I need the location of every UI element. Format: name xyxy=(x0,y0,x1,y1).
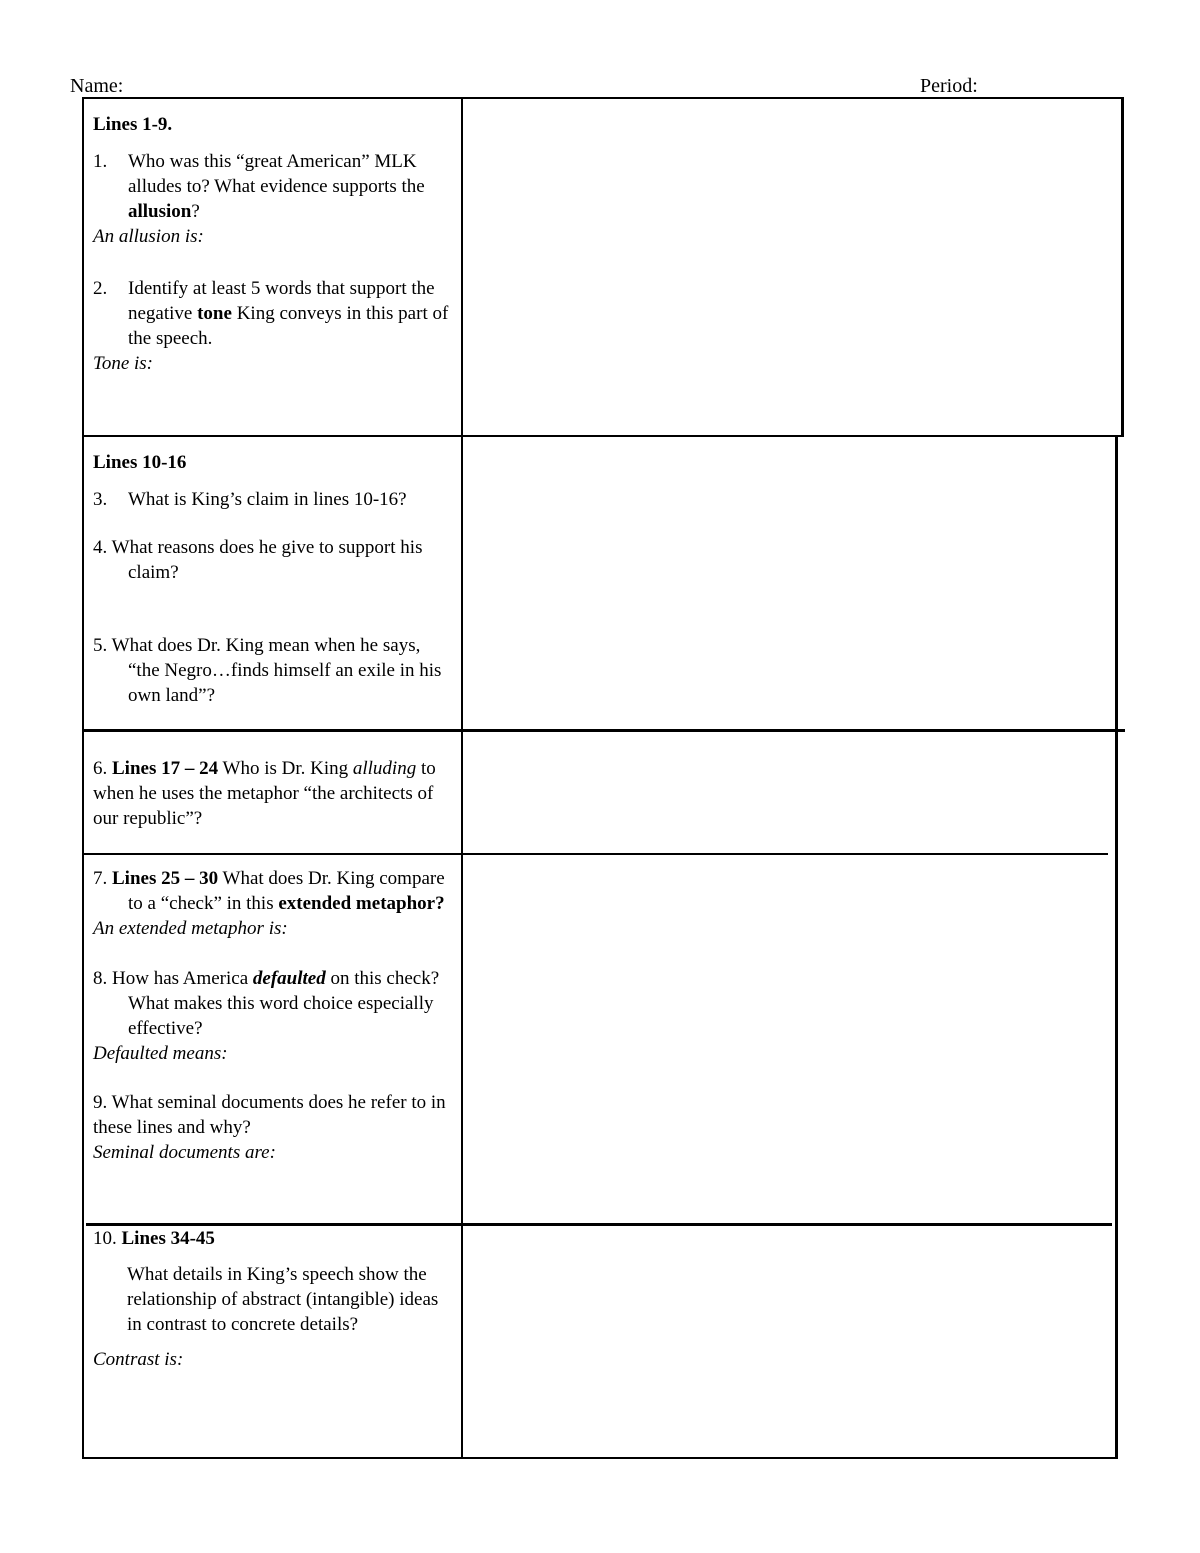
question-text-end: ? xyxy=(191,201,200,222)
row-lines-17-24 xyxy=(93,756,455,831)
question-2 xyxy=(93,276,455,351)
question-text: Who is Dr. King xyxy=(218,758,353,779)
question-3 xyxy=(93,487,455,512)
definition-prompt: Seminal documents are: xyxy=(93,1142,276,1163)
row-lines-25-30 xyxy=(93,866,455,1165)
definition-prompt: An allusion is: xyxy=(93,226,204,247)
question-text-end: to when he uses the metaphor “the architects of our republic”? xyxy=(93,758,436,829)
table-right-border-bottom xyxy=(1115,436,1118,1459)
question-8 xyxy=(93,966,455,1041)
table-left-border xyxy=(82,97,84,1459)
question-number: 10. xyxy=(93,1228,122,1249)
answer-area-4[interactable] xyxy=(463,855,1115,1223)
answer-area-5[interactable] xyxy=(463,1226,1115,1457)
question-text: Identify at least 5 words that support the negative xyxy=(128,278,435,324)
question-keyword: alluding xyxy=(352,758,417,779)
definition-prompt: Tone is: xyxy=(93,353,154,374)
question-number: 2. xyxy=(93,278,108,299)
period-label: Period: xyxy=(920,75,978,97)
definition-prompt: Contrast is: xyxy=(93,1349,184,1370)
question-6 xyxy=(93,756,455,831)
answer-area-3[interactable] xyxy=(463,732,1115,853)
name-label: Name: xyxy=(70,75,124,97)
question-text: What is King’s claim in lines 10-16? xyxy=(128,489,407,510)
question-text: on this check? What makes this word choice especially effective? xyxy=(128,968,440,1039)
answer-area-1[interactable] xyxy=(463,99,1121,435)
question-text: What details in King’s speech show the relationship of abstract (intangible) ideas in contrast to concrete details? xyxy=(127,1264,439,1335)
row-lines-34-45 xyxy=(93,1226,455,1372)
question-keyword: allusion xyxy=(128,201,192,222)
table-right-border-top xyxy=(1121,97,1124,437)
question-9: 9. What seminal documents does he refer to in these lines and why? xyxy=(93,1092,446,1138)
question-lines: Lines 17 – 24 xyxy=(112,758,219,779)
question-lines: Lines 25 – 30 xyxy=(112,868,219,889)
question-1 xyxy=(93,149,455,224)
question-text: What does Dr. King compare to a “check” in this xyxy=(128,868,445,914)
question-keyword: defaulted xyxy=(252,968,326,989)
question-4: 4. What reasons does he give to support his claim? xyxy=(93,537,423,583)
question-number: 3. xyxy=(93,489,108,510)
question-text-end: King conveys in this part of the speech. xyxy=(128,303,449,349)
table-bottom-border xyxy=(82,1457,1118,1459)
question-keyword: extended metaphor? xyxy=(278,893,445,914)
question-number: 7. xyxy=(93,868,112,889)
question-number: 6. xyxy=(93,758,112,779)
question-5: 5. What does Dr. King mean when he says, “the Negro…finds himself an exile in his own land”? xyxy=(93,635,442,706)
definition-prompt: Defaulted means: xyxy=(93,1043,228,1064)
row-heading: Lines 10-16 xyxy=(93,452,187,473)
question-number: 8. How has America xyxy=(93,968,253,989)
question-text: Who was this “great American” MLK alludes to? What evidence supports the xyxy=(128,151,425,197)
definition-prompt: An extended metaphor is: xyxy=(93,918,288,939)
question-10 xyxy=(93,1226,455,1251)
row-lines-10-16 xyxy=(93,450,455,708)
row-heading: Lines 1-9. xyxy=(93,114,173,135)
question-lines: Lines 34-45 xyxy=(121,1228,215,1249)
answer-area-2[interactable] xyxy=(463,437,1115,729)
question-number: 1. xyxy=(93,151,108,172)
row-lines-1-9 xyxy=(93,112,455,376)
question-keyword: tone xyxy=(197,303,232,324)
question-7 xyxy=(93,866,455,916)
